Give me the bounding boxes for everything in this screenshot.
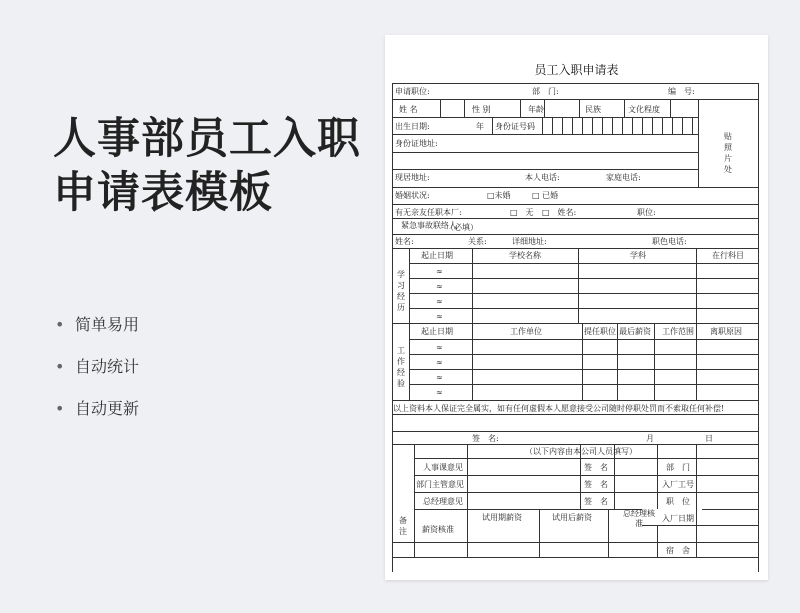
grid-line <box>392 134 698 135</box>
label-year: 年 <box>476 122 484 131</box>
grid-line <box>758 83 759 572</box>
grid-line <box>582 117 583 134</box>
grid-line <box>657 444 658 509</box>
option-has: □ 姓名: <box>542 208 577 217</box>
grid-line <box>657 525 658 557</box>
approx-mark: ≈ <box>436 282 443 291</box>
form-title: 员工入职申请表 <box>534 63 619 77</box>
label-day: 日 <box>705 434 713 443</box>
grid-line <box>392 431 759 432</box>
label-home-phone: 家庭电话: <box>606 173 641 182</box>
grid-line <box>392 169 698 170</box>
grid-line <box>409 278 759 279</box>
label-marital: 婚姻状况: <box>395 191 430 200</box>
option-married: □ 已婚 <box>532 191 559 200</box>
grid-line <box>392 400 759 401</box>
grid-line <box>696 323 697 400</box>
label-company-fill: （以下内容由本公司人员填写） <box>525 447 637 456</box>
bullet-icon: • <box>55 357 65 376</box>
grid-line <box>579 99 580 117</box>
label-gm-opinion: 总经理意见 <box>423 497 463 506</box>
label-work-experience: 工作经验 <box>397 346 405 388</box>
label-contact-phone: 职色电话: <box>652 237 687 246</box>
label-position: 申请职位: <box>395 87 430 96</box>
label-sign-3: 签 名 <box>584 497 608 506</box>
label-required: （必填） <box>446 223 478 232</box>
grid-line <box>467 444 468 509</box>
grid-line <box>642 117 643 134</box>
grid-line <box>617 323 618 400</box>
grid-line <box>467 509 468 557</box>
grid-line <box>392 542 759 543</box>
grid-line <box>608 509 609 557</box>
grid-line <box>696 444 697 509</box>
label-post: 职位: <box>637 208 656 217</box>
grid-line <box>392 414 759 415</box>
grid-line <box>542 117 543 134</box>
approx-mark: ≈ <box>436 312 443 321</box>
label-remarks: 备注 <box>399 516 407 536</box>
grid-line <box>409 354 759 355</box>
grid-line <box>409 369 759 370</box>
label-age: 年龄 <box>528 105 544 114</box>
grid-line <box>696 509 697 557</box>
label-emergency-contact: 紧急事故联络人 <box>401 221 457 230</box>
grid-line <box>392 234 759 235</box>
bullet-icon: • <box>55 399 65 418</box>
grid-line <box>409 323 410 400</box>
header-scope: 工作范围 <box>662 327 694 336</box>
label-employee-no: 入厂工号 <box>662 480 694 489</box>
grid-line <box>472 248 473 323</box>
grid-line <box>392 444 759 445</box>
approx-mark: ≈ <box>436 373 443 382</box>
grid-line <box>472 323 473 400</box>
grid-line <box>698 99 699 187</box>
grid-line <box>692 117 693 134</box>
grid-line <box>652 117 653 134</box>
grid-line <box>578 248 579 323</box>
grid-line <box>392 83 759 84</box>
label-dept-head-opinion: 部门主管意见 <box>416 480 464 489</box>
grid-line <box>392 99 759 100</box>
label-dormitory: 宿 舍 <box>666 546 690 555</box>
feature-item <box>55 312 139 354</box>
grid-line <box>552 117 553 134</box>
label-id-address: 身份证地址: <box>395 139 438 148</box>
form-table <box>392 83 759 587</box>
grid-line <box>602 117 603 134</box>
feature-item <box>55 354 139 396</box>
header-last-salary: 最后薪资 <box>619 327 651 336</box>
grid-line <box>562 117 563 134</box>
option-none: □ 无 <box>510 208 534 217</box>
grid-line <box>654 323 655 400</box>
label-after-trial-salary: 试用后薪资 <box>552 513 592 522</box>
grid-line <box>622 117 623 134</box>
label-dept: 部 门 <box>666 463 690 472</box>
label-ethnic: 民族 <box>585 105 601 114</box>
grid-line <box>464 99 465 117</box>
label-department: 部 门: <box>532 87 559 96</box>
header-period: 起止日期 <box>421 327 453 336</box>
grid-line <box>592 117 593 134</box>
grid-line <box>409 339 759 340</box>
label-contact-name: 姓名: <box>395 237 414 246</box>
grid-line <box>392 204 759 205</box>
grid-line <box>624 99 625 117</box>
form-preview <box>385 35 768 580</box>
approx-mark: ≈ <box>436 388 443 397</box>
grid-line <box>632 117 633 134</box>
label-phone: 本人电话: <box>525 173 560 182</box>
label-hr-opinion: 人事课意见 <box>423 463 463 472</box>
label-relation: 关系: <box>468 237 487 246</box>
label-relatives: 有无亲友任职本厂: <box>395 208 462 217</box>
feature-label: 自动统计 <box>75 357 140 376</box>
grid-line <box>392 248 759 249</box>
grid-line <box>392 323 759 324</box>
page-title-line-2: 申请表模板 <box>53 168 273 218</box>
label-name: 姓 名 <box>399 105 418 114</box>
grid-line <box>572 117 573 134</box>
label-sign-1: 签 名 <box>584 463 608 472</box>
grid-line <box>392 83 393 572</box>
grid-line <box>409 384 759 385</box>
grid-line <box>409 248 410 323</box>
page-title <box>53 112 361 220</box>
label-id-number: 身份证号码 <box>495 122 535 131</box>
grid-line <box>409 293 759 294</box>
grid-line <box>414 475 759 476</box>
page-title-line-1: 人事部员工入职 <box>53 114 361 164</box>
header-school: 学校名称 <box>509 251 541 260</box>
label-photo: 贴照片处 <box>724 132 732 174</box>
grid-line <box>539 509 540 557</box>
label-month: 月 <box>646 434 654 443</box>
grid-line <box>409 308 759 309</box>
grid-line <box>409 263 759 264</box>
grid-line <box>696 248 697 323</box>
grid-line <box>662 117 663 134</box>
grid-line <box>612 117 613 134</box>
header-leave-reason: 离职原因 <box>710 327 742 336</box>
label-post-2: 职 位 <box>666 497 690 506</box>
grid-line <box>392 218 759 219</box>
grid-line <box>392 187 759 188</box>
grid-line <box>520 99 521 117</box>
feature-item <box>55 396 139 438</box>
grid-line <box>492 117 493 134</box>
grid-line <box>642 525 759 526</box>
label-join-date: 入厂日期 <box>662 514 694 523</box>
grid-line <box>544 99 545 117</box>
grid-line <box>682 117 683 134</box>
header-position-held: 提任职位 <box>584 327 616 336</box>
label-gender: 性 别 <box>472 105 491 114</box>
grid-line <box>440 99 441 117</box>
approx-mark: ≈ <box>436 297 443 306</box>
label-signature: 签 名: <box>472 434 499 443</box>
header-company: 工作单位 <box>510 327 542 336</box>
feature-list <box>55 312 139 438</box>
grid-line <box>414 444 415 557</box>
approx-mark: ≈ <box>436 343 443 352</box>
grid-line <box>392 557 759 558</box>
label-sign-2: 签 名 <box>584 480 608 489</box>
grid-line <box>414 492 759 493</box>
grid-line <box>670 99 671 117</box>
label-education: 文化程度 <box>628 105 660 114</box>
feature-label: 自动更新 <box>75 399 140 418</box>
grid-line <box>414 458 759 459</box>
grid-line <box>702 509 759 510</box>
grid-line <box>582 323 583 400</box>
label-number: 编 号: <box>668 87 695 96</box>
option-unmarried: □未婚 <box>487 191 511 200</box>
label-salary-approval: 薪资核准 <box>422 525 454 534</box>
label-detail-address: 详细地址: <box>512 237 547 246</box>
label-birth-date: 出生日期: <box>395 122 430 131</box>
label-current-address: 现居地址: <box>395 173 430 182</box>
feature-label: 简单易用 <box>75 315 140 334</box>
header-course: 在行科目 <box>712 251 744 260</box>
approx-mark: ≈ <box>436 267 443 276</box>
header-subject: 学科 <box>630 251 646 260</box>
label-trial-salary: 试用期薪资 <box>482 513 522 522</box>
grid-line <box>392 152 698 153</box>
header-period: 起止日期 <box>421 251 453 260</box>
label-study-experience: 学习经历 <box>397 270 405 312</box>
bullet-icon: • <box>55 315 65 334</box>
grid-line <box>672 117 673 134</box>
label-statement: 以上资料本人保证完全属实，如有任何虚假本人愿意接受公司随时停职处罚而不索取任何补偿! <box>393 404 725 413</box>
approx-mark: ≈ <box>436 358 443 367</box>
label-gm-approval: 总经理核准 <box>623 509 655 528</box>
